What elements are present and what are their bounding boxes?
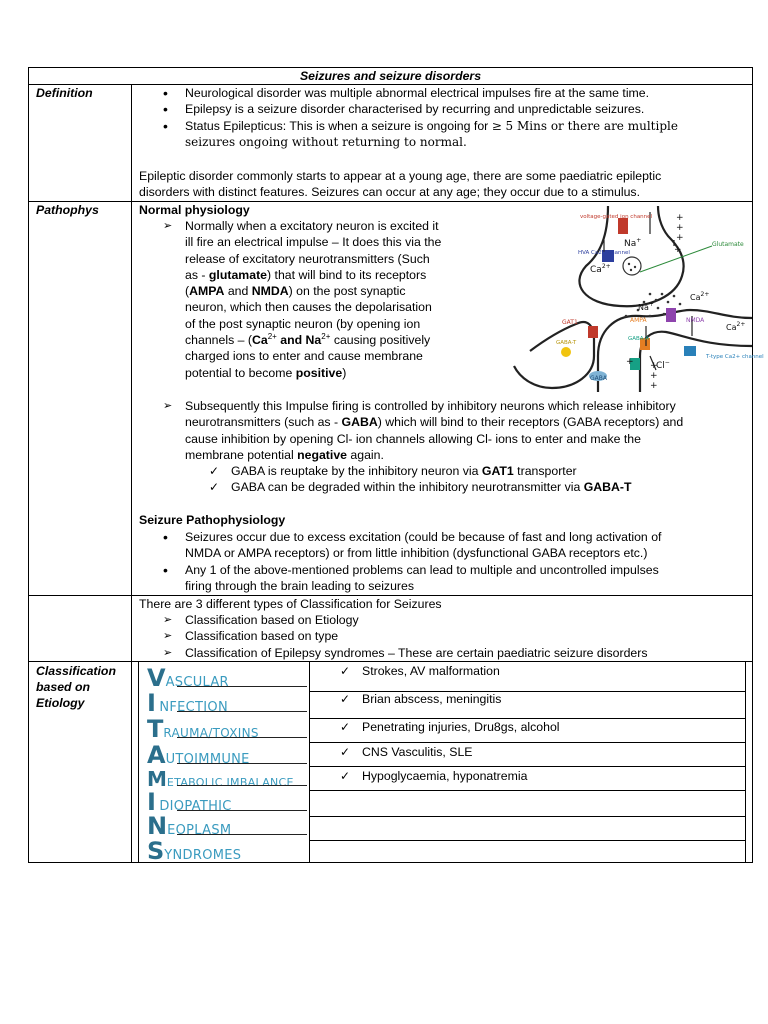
mnemonic-word: YNDROMES [164, 848, 242, 863]
label-nmda: NMDA [686, 317, 705, 324]
seizure-pathophysiology-list [185, 529, 661, 594]
svg-text:+: + [626, 357, 634, 367]
row-divider [29, 201, 752, 202]
mnemonic-letter: N [147, 812, 168, 840]
svg-text:+: + [676, 223, 684, 233]
list-item-cont: neuron, which then causes the depolarisation [185, 300, 432, 315]
mnemonic-underline [177, 834, 307, 835]
list-item: • Epilepsy is a seizure disorder characterised by recurring and unpredictable seizures. [185, 101, 678, 117]
definition-bullets [185, 85, 678, 150]
svg-text:+: + [650, 361, 658, 371]
list-item-cont: of the post synaptic neuron (by opening ion [185, 316, 421, 331]
row-label-etiology-3: Etiology [36, 696, 85, 710]
column-divider [131, 84, 132, 863]
mnemonic-row [147, 689, 228, 717]
classification-list [185, 612, 648, 661]
gaba-t-enzyme [561, 347, 571, 357]
text: GABA is reuptake by the inhibitory neuron via [231, 464, 482, 478]
label-ampa: AMPA [630, 317, 647, 324]
row-label-definition: Definition [36, 86, 93, 100]
superscript: 2+ [267, 332, 277, 342]
list-item: ➢ Classification based on Etiology [185, 612, 648, 628]
svg-text:+: + [674, 245, 682, 255]
row-label-pathophys: Pathophys [36, 203, 99, 217]
svg-text:+: + [676, 233, 684, 243]
list-item: ✓ Hypoglycaemia, hyponatremia [362, 768, 560, 784]
mnemonic-underline [177, 686, 307, 687]
nested-row-line [309, 840, 745, 841]
mnemonic-letter: I [147, 788, 156, 816]
seizure-pathophysiology-heading: Seizure Pathophysiology [139, 513, 286, 527]
text: again. [347, 447, 384, 462]
status-math: ≥ 5 Mins or there are multiple [491, 118, 678, 133]
text-gaba-t: GABA-T [583, 480, 632, 495]
mnemonic-row [147, 812, 232, 840]
list-item-cont [185, 447, 683, 463]
text: ( [185, 284, 190, 299]
text: ) [342, 365, 347, 380]
nmda-receptor [666, 308, 676, 322]
list-item-cont: firing through the brain leading to seizures [185, 578, 414, 593]
list-item: • Seizures occur due to excess excitation (could be because of fast and long activation of [185, 529, 661, 545]
text: transporter [513, 464, 577, 478]
list-item [231, 479, 632, 495]
text-positive: positive [295, 365, 343, 380]
mnemonic-letter: S [147, 837, 165, 865]
t-type-channel [684, 346, 696, 356]
list-item: • Neurological disorder was multiple abnormal electrical impulses fire at the same time. [185, 85, 678, 101]
mnemonic-word: ASCULAR [165, 675, 229, 690]
etiology-examples [362, 663, 560, 784]
definition-paragraph-line1: Epileptic disorder commonly starts to appear at a young age, there are some paediatric epileptic [139, 169, 662, 183]
list-item-cont [185, 414, 683, 430]
list-item-cont [185, 267, 441, 283]
inhibition-list [185, 398, 683, 463]
vesicle [623, 257, 641, 275]
text: channels – ( [185, 333, 252, 348]
status-text: Status Epilepticus: This is when a seizure is ongoing for [185, 118, 489, 133]
normal-physiology-list [185, 218, 441, 381]
text: neurotransmitters (such as - [185, 415, 342, 430]
glial-outline [514, 322, 594, 388]
list-item: ✓ CNS Vasculitis, SLE [362, 744, 560, 768]
mnemonic-letter: A [147, 741, 166, 769]
list-item [185, 134, 678, 150]
list-item: ➢ Subsequently this Impulse firing is controlled by inhibitory neurons which release inhibitory [185, 398, 683, 414]
svg-text:+: + [676, 213, 684, 223]
list-item-cont: cause inhibition by opening Cl- ion channels allowing Cl- ions to enter and make the [185, 431, 641, 446]
label-cl: Cl− [656, 359, 670, 371]
list-item: ✓ Strokes, AV malformation [362, 663, 560, 691]
mnemonic-letter: T [147, 715, 164, 743]
label-t-type: T-type Ca2+ channel [706, 354, 764, 360]
list-item: ✓ Brian abscess, meningitis [362, 691, 560, 719]
vgic-channel [618, 218, 628, 234]
superscript: 2+ [321, 332, 331, 342]
text-glutamate: glutamate [208, 267, 268, 282]
row-label-etiology-2: based on [36, 680, 90, 694]
mnemonic-word: NFECTION [159, 700, 228, 715]
label-hva: HVA Ca2+ channel [578, 250, 630, 256]
mnemonic-row [147, 788, 232, 816]
label-ca: $Ca^{2+}$ [590, 263, 611, 275]
list-item-cont: ill fire an electrical impulse – It does this via the [185, 235, 442, 250]
list-item-cont: charged ions to enter and cause membrane [185, 349, 423, 364]
mnemonic-word: UTOIMMUNE [165, 752, 250, 767]
text-na: and Na [276, 333, 322, 348]
label-gaba-t: GABA-T [556, 340, 577, 346]
text: causing positively [330, 333, 431, 348]
label-glutamate: Glutamate [712, 241, 744, 248]
synapse-diagram [490, 206, 764, 392]
nested-row-line [309, 816, 745, 817]
status-line2: seizures ongoing without returning to normal. [185, 134, 467, 149]
nested-left-border [138, 661, 139, 863]
gat1-transporter [588, 326, 598, 338]
list-item-cont [185, 283, 441, 299]
list-item [185, 118, 678, 134]
text-ca: Ca [252, 333, 268, 348]
text-gat1: GAT1 [481, 464, 514, 478]
list-item-cont: release of excitatory neurotransmitters (Such [185, 251, 430, 266]
svg-text:+: + [650, 371, 658, 381]
text-negative: negative [297, 447, 347, 462]
label-gaba-a: GABA-A [628, 336, 650, 342]
mnemonic-underline [177, 810, 307, 811]
mnemonic-underline [177, 711, 307, 712]
document-table [28, 67, 764, 865]
nested-row-line [309, 790, 745, 791]
list-item-cont: NMDA or AMPA receptors) or from little inhibition (dysfunctional GABA receptors etc.) [185, 546, 648, 561]
text: as - [185, 267, 209, 282]
mnemonic-row [147, 664, 229, 692]
list-item-cont [185, 365, 441, 381]
gaba-check-list [231, 463, 632, 496]
label-gaba: GABA [590, 375, 607, 382]
mnemonic-underline [177, 763, 307, 764]
mnemonic-letter: M [147, 767, 167, 791]
presynaptic-outline [579, 206, 683, 306]
definition-paragraph-line2: disorders with distinct features. Seizures can occur at any age; they occur due to a stimulus. [139, 185, 641, 199]
mnemonic-word: EOPLASM [167, 823, 232, 838]
label-na: Na+ [624, 237, 642, 249]
text: ) on the post synaptic [288, 284, 406, 299]
mnemonic-letter: I [147, 689, 156, 717]
mnemonic-row [147, 837, 242, 865]
list-item: ➢ Classification based on type [185, 628, 648, 644]
mnemonic-row [147, 715, 259, 743]
label-na-post: Na+ [638, 301, 654, 312]
mnemonic-word: ETABOLIC IMBALANCE [166, 776, 294, 789]
mnemonic-word: RAUMA/TOXINS [163, 726, 259, 740]
mnemonic-underline [177, 785, 307, 786]
mnemonic-word: DIOPATHIC [159, 799, 232, 814]
list-item: ✓ Penetrating injuries, Dru8gs, alcohol [362, 719, 560, 744]
classification-intro: There are 3 different types of Classification for Seizures [139, 597, 442, 611]
list-item-cont [185, 332, 441, 348]
text: ) which will bind to their receptors (GABA receptors) and [377, 415, 684, 430]
text-gaba: GABA [341, 415, 378, 430]
text: and [224, 284, 252, 299]
mnemonic-letter: V [147, 664, 166, 692]
vitamins-mnemonic [147, 664, 307, 865]
label-vgic: voltage-gated ion channel [580, 214, 653, 220]
nested-right-border [745, 661, 746, 863]
text: ) that will bind to its receptors [267, 267, 427, 282]
text: potential to become [185, 365, 296, 380]
mnemonic-underline [177, 737, 307, 738]
list-item: ➢ Classification of Epilepsy syndromes – These are certain paediatric seizure disorders [185, 645, 648, 661]
list-item: • Any 1 of the above-mentioned problems can lead to multiple and uncontrolled impulses [185, 562, 661, 578]
svg-text:+: + [650, 381, 658, 391]
text: GABA can be degraded within the inhibitory neurotransmitter via [231, 480, 584, 495]
text-ampa: AMPA [189, 284, 225, 299]
row-label-etiology-1: Classification [36, 664, 116, 678]
label-ca-right: $Ca^{2+}$ [726, 321, 746, 332]
label-gat1: GAT1 [562, 319, 578, 326]
text: membrane potential [185, 447, 298, 462]
list-item [231, 463, 632, 479]
mnemonic-row [147, 741, 250, 769]
label-ca-post: $Ca^{2+}$ [690, 291, 710, 302]
table-title: Seizures and seizure disorders [299, 69, 482, 83]
list-item: ➢ Normally when a excitatory neuron is excited it [185, 218, 441, 234]
text-nmda: NMDA [251, 284, 289, 299]
normal-physiology-heading: Normal physiology [139, 203, 250, 217]
